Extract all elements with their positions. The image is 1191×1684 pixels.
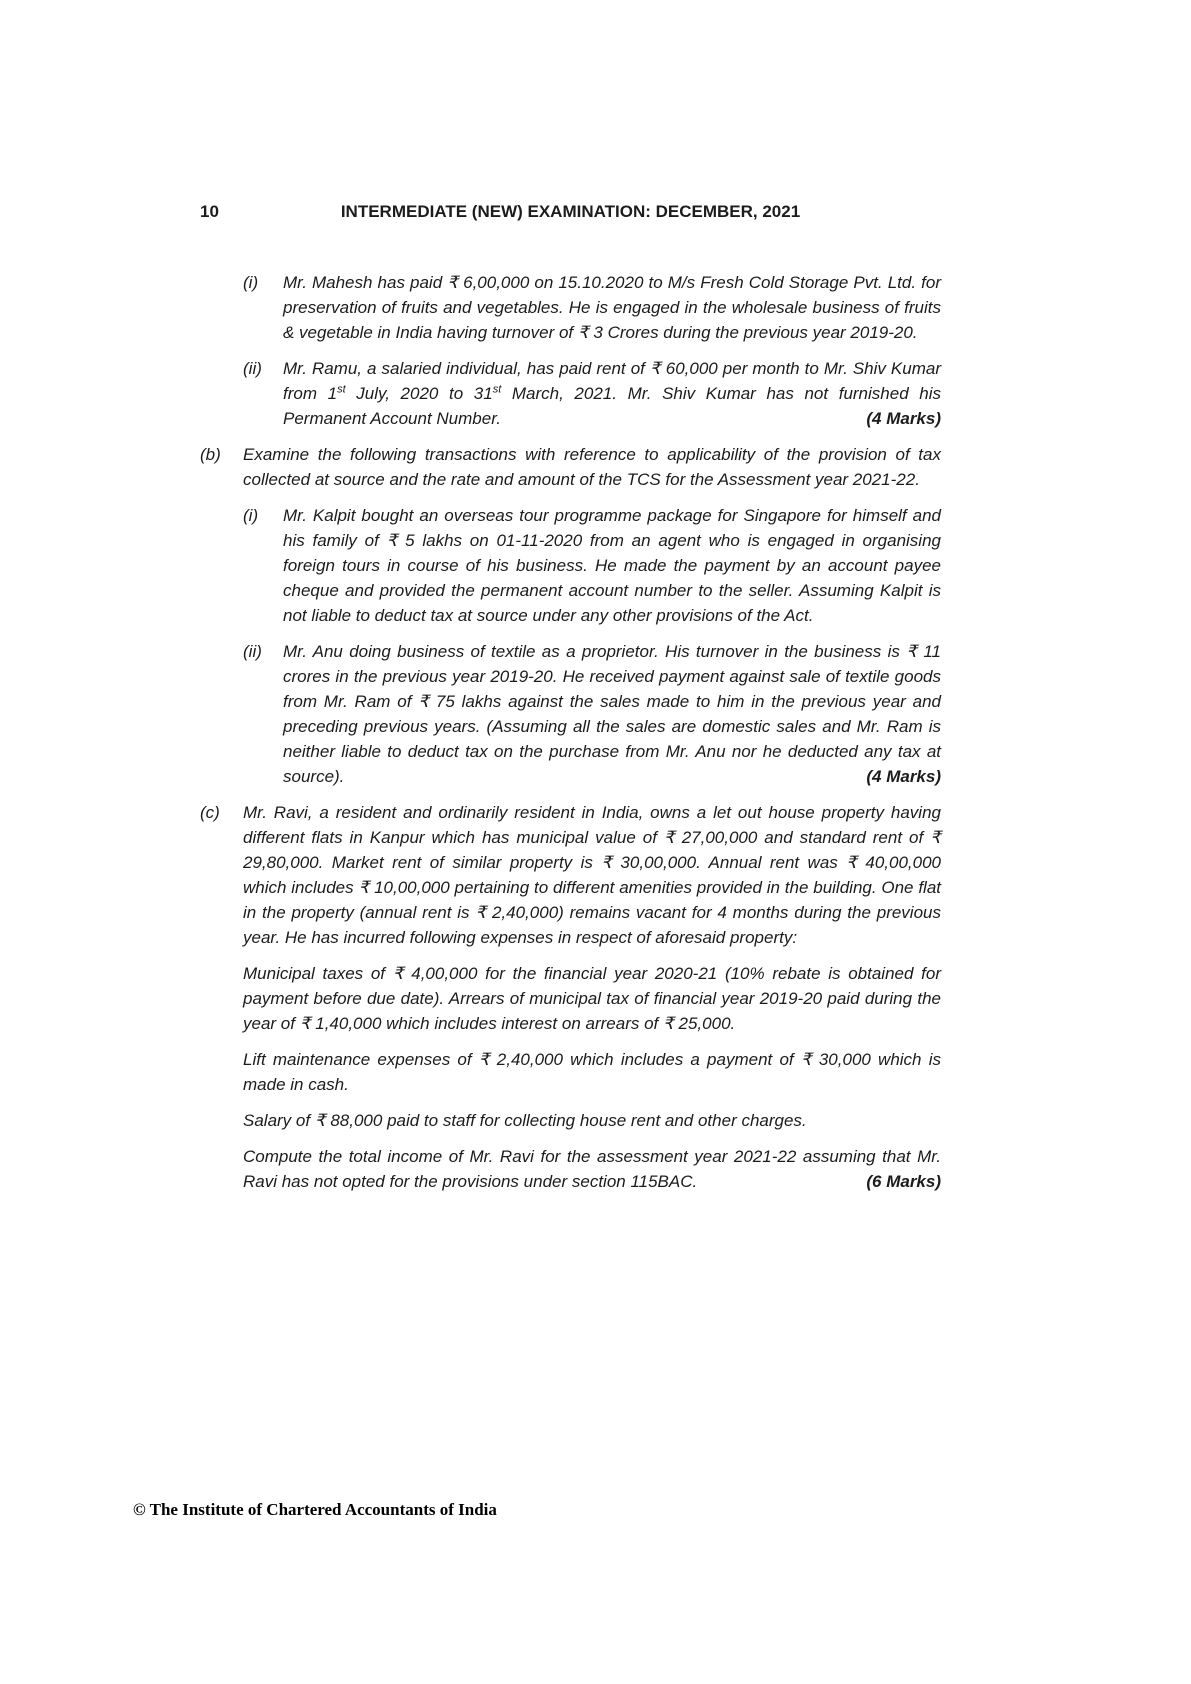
copyright-footer: © The Institute of Chartered Accountants of India <box>133 1500 497 1519</box>
section-marker: (c) <box>200 803 220 822</box>
marks-label: (6 Marks) <box>866 1172 941 1191</box>
page-header <box>200 202 941 222</box>
para-text: Compute the total income of Mr. Ravi for the assessment year 2021-22 assuming that Mr. Ravi has not opted for the provisions under section 115BAC. <box>243 1147 941 1191</box>
para-compute-total-income <box>243 1144 941 1194</box>
item-text: Mr. Mahesh has paid ₹ 6,00,000 on 15.10.2020 to M/s Fresh Cold Storage Pvt. Ltd. for preservation of fruits and vegetables. He is engaged in the wholesale business of fruits & vegetable in India having turnover of ₹ 3 Crores during the previous year 2019-20. <box>283 273 941 342</box>
page-title: INTERMEDIATE (NEW) EXAMINATION: DECEMBER, 2021 <box>340 202 801 221</box>
item-marker: (i) <box>243 506 259 525</box>
item-b-i <box>200 503 941 628</box>
section-b <box>200 442 941 492</box>
item-text: Mr. Ramu, a salaried individual, has paid rent of ₹ 60,000 per month to Mr. Shiv Kumar from 1st July, 2020 to 31st March, 2021. Mr. Shiv Kumar has not furnished his Permanent Account Number. <box>283 359 941 428</box>
item-marker: (i) <box>243 273 259 292</box>
marks-label: (4 Marks) <box>866 767 941 786</box>
marks-label: (4 Marks) <box>866 409 941 428</box>
item-a-i <box>200 270 941 345</box>
item-text: Mr. Anu doing business of textile as a proprietor. His turnover in the business is ₹ 11 crores in the previous year 2019-20. He received payment against sale of textile goods from Mr. Ram of ₹ 75 lakhs against the sales made to him in the previous year and preceding previous years. (Assuming all the sales are domestic sales and Mr. Ram is neither liable to deduct tax on the purchase from Mr. Anu nor he deducted any tax at source). <box>283 642 941 786</box>
section-c <box>200 800 941 950</box>
section-marker: (b) <box>200 445 221 464</box>
para-municipal-taxes: Municipal taxes of ₹ 4,00,000 for the financial year 2020-21 (10% rebate is obtained for payment before due date). Arrears of municipal tax of financial year 2019-20 paid during the year of ₹ 1,40,000 which includes interest on arrears of ₹ 25,000. <box>243 964 941 1033</box>
section-text: Mr. Ravi, a resident and ordinarily resident in India, owns a let out house property having different flats in Kanpur which has municipal value of ₹ 27,00,000 and standard rent of ₹ 29,80,000. Market rent of similar property is ₹ 30,00,000. Annual rent was ₹ 40,00,000 which includes ₹ 10,00,000 pertaining to different amenities provided in the building. One flat in the property (annual rent is ₹ 2,40,000) remains vacant for 4 months during the previous year. He has incurred following expenses in respect of aforesaid property: <box>243 803 941 947</box>
item-b-ii <box>200 639 941 789</box>
item-marker: (ii) <box>243 642 262 661</box>
question-content <box>200 270 941 1205</box>
para-lift-maintenance: Lift maintenance expenses of ₹ 2,40,000 which includes a payment of ₹ 30,000 which is made in cash. <box>243 1050 941 1094</box>
page-number: 10 <box>200 202 219 221</box>
para-salary: Salary of ₹ 88,000 paid to staff for collecting house rent and other charges. <box>243 1111 807 1130</box>
item-text: Mr. Kalpit bought an overseas tour programme package for Singapore for himself and his family of ₹ 5 lakhs on 01-11-2020 from an agent who is engaged in organising foreign tours in course of his business. He made the payment by an account payee cheque and provided the permanent account number to the seller. Assuming Kalpit is not liable to deduct tax at source under any other provisions of the Act. <box>283 506 941 625</box>
item-a-ii <box>200 356 941 431</box>
section-text: Examine the following transactions with reference to applicability of the provision of tax collected at source and the rate and amount of the TCS for the Assessment year 2021-22. <box>243 445 941 489</box>
item-marker: (ii) <box>243 359 262 378</box>
